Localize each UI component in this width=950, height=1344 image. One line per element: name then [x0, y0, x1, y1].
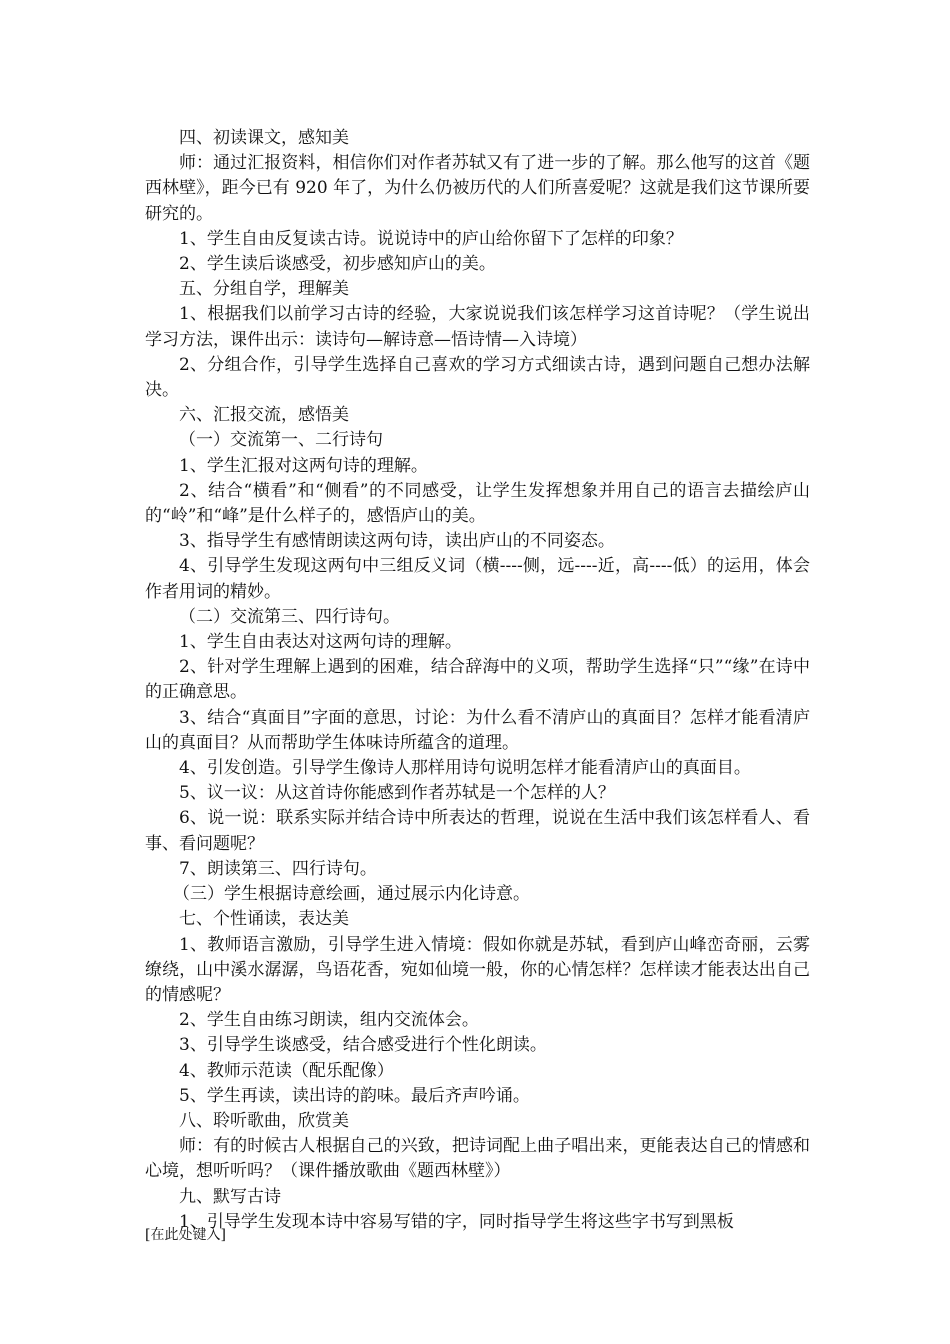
- paragraph: 7、朗读第三、四行诗句。: [179, 858, 377, 879]
- heading-5: 五、分组自学，理解美: [179, 279, 349, 300]
- paragraph: 师：有的时候古人根据自己的兴致，把诗词配上曲子唱出来，更能表达自己的情感和心境，想听听吗？（课件播放歌曲《题西林壁》）: [145, 1136, 810, 1182]
- paragraph: 5、议一议：从这首诗你能感到作者苏轼是一个怎样的人？: [179, 783, 615, 804]
- paragraph: 4、教师示范读（配乐配像）: [179, 1060, 394, 1081]
- paragraph: 1、学生自由表达对这两句诗的理解。: [179, 632, 462, 653]
- paragraph: 2、结合“横看”和“侧看”的不同感受，让学生发挥想象并用自己的语言去描绘庐山的“岭”和“峰”是什么样子的，感悟庐山的美。: [145, 480, 810, 527]
- paragraph: 3、引导学生谈感受，结合感受进行个性化朗读。: [179, 1035, 547, 1056]
- paragraph: 3、指导学生有感情朗读这两句诗，读出庐山的不同姿态。: [179, 531, 615, 552]
- paragraph: 1、学生汇报对这两句诗的理解。: [179, 455, 428, 476]
- paragraph: 1、根据我们以前学习古诗的经验，大家说说我们该怎样学习这首诗呢？（学生说出学习方法，课件出示：读诗句—解诗意—悟诗情—入诗境）: [145, 304, 810, 350]
- heading-9: 九、默写古诗: [179, 1186, 281, 1207]
- paragraph: 4、引导学生发现这两句中三组反义词（横----侧，远----近，高----低）的运用，体会作者用词的精妙。: [145, 556, 810, 602]
- footer-placeholder[interactable]: [在此处键入]: [145, 1227, 226, 1243]
- paragraph: 2、学生自由练习朗读，组内交流体会。: [179, 1010, 479, 1031]
- paragraph: 师：通过汇报资料，相信你们对作者苏轼又有了进一步的了解。那么他写的这首《题西林壁》，距今已有 920 年了，为什么仍被历代的人们所喜爱呢？这就是我们这节课所要研究的。: [145, 153, 810, 224]
- paragraph: 4、引发创造。引导学生像诗人那样用诗句说明怎样才能看清庐山的真面目。: [179, 758, 751, 779]
- paragraph: 6、说一说：联系实际并结合诗中所表达的哲理，说说在生活中我们该怎样看人、看事、看问题呢？: [145, 808, 810, 854]
- heading-7: 七、个性诵读，表达美: [179, 909, 349, 930]
- paragraph: 2、学生读后谈感受，初步感知庐山的美。: [179, 254, 496, 275]
- paragraph: 5、学生再读，读出诗的韵味。最后齐声吟诵。: [179, 1085, 530, 1106]
- heading-4: 四、初读课文，感知美: [179, 128, 349, 148]
- document-body: [145, 126, 810, 1235]
- paragraph: 2、针对学生理解上遇到的困难，结合辞海中的义项，帮助学生选择“只”“缘”在诗中的正确意思。: [145, 657, 810, 703]
- paragraph: 1、教师语言激励，引导学生进入情境：假如你就是苏轼，看到庐山峰峦奇丽，云雾缭绕，山中溪水潺潺，鸟语花香，宛如仙境一般，你的心情怎样？怎样读才能表达出自己的情感呢？: [145, 934, 810, 1005]
- paragraph: 3、结合“真面目”字面的意思，讨论：为什么看不清庐山的真面目？怎样才能看清庐山的真面目？从而帮助学生体味诗所蕴含的道理。: [145, 707, 810, 753]
- paragraph: 1、引导学生发现本诗中容易写错的字，同时指导学生将这些字书写到黑板: [179, 1211, 734, 1232]
- paragraph: 1、学生自由反复读古诗。说说诗中的庐山给你留下了怎样的印象？: [179, 228, 683, 249]
- subheading: （三）学生根据诗意绘画，通过展示内化诗意。: [173, 884, 530, 905]
- subheading: （二）交流第三、四行诗句。: [179, 606, 400, 627]
- heading-8: 八、聆听歌曲，欣赏美: [179, 1110, 349, 1131]
- heading-6: 六、汇报交流，感悟美: [179, 405, 349, 426]
- subheading: （一）交流第一、二行诗句: [179, 430, 383, 451]
- paragraph: 2、分组合作，引导学生选择自己喜欢的学习方式细读古诗，遇到问题自己想办法解决。: [145, 354, 810, 401]
